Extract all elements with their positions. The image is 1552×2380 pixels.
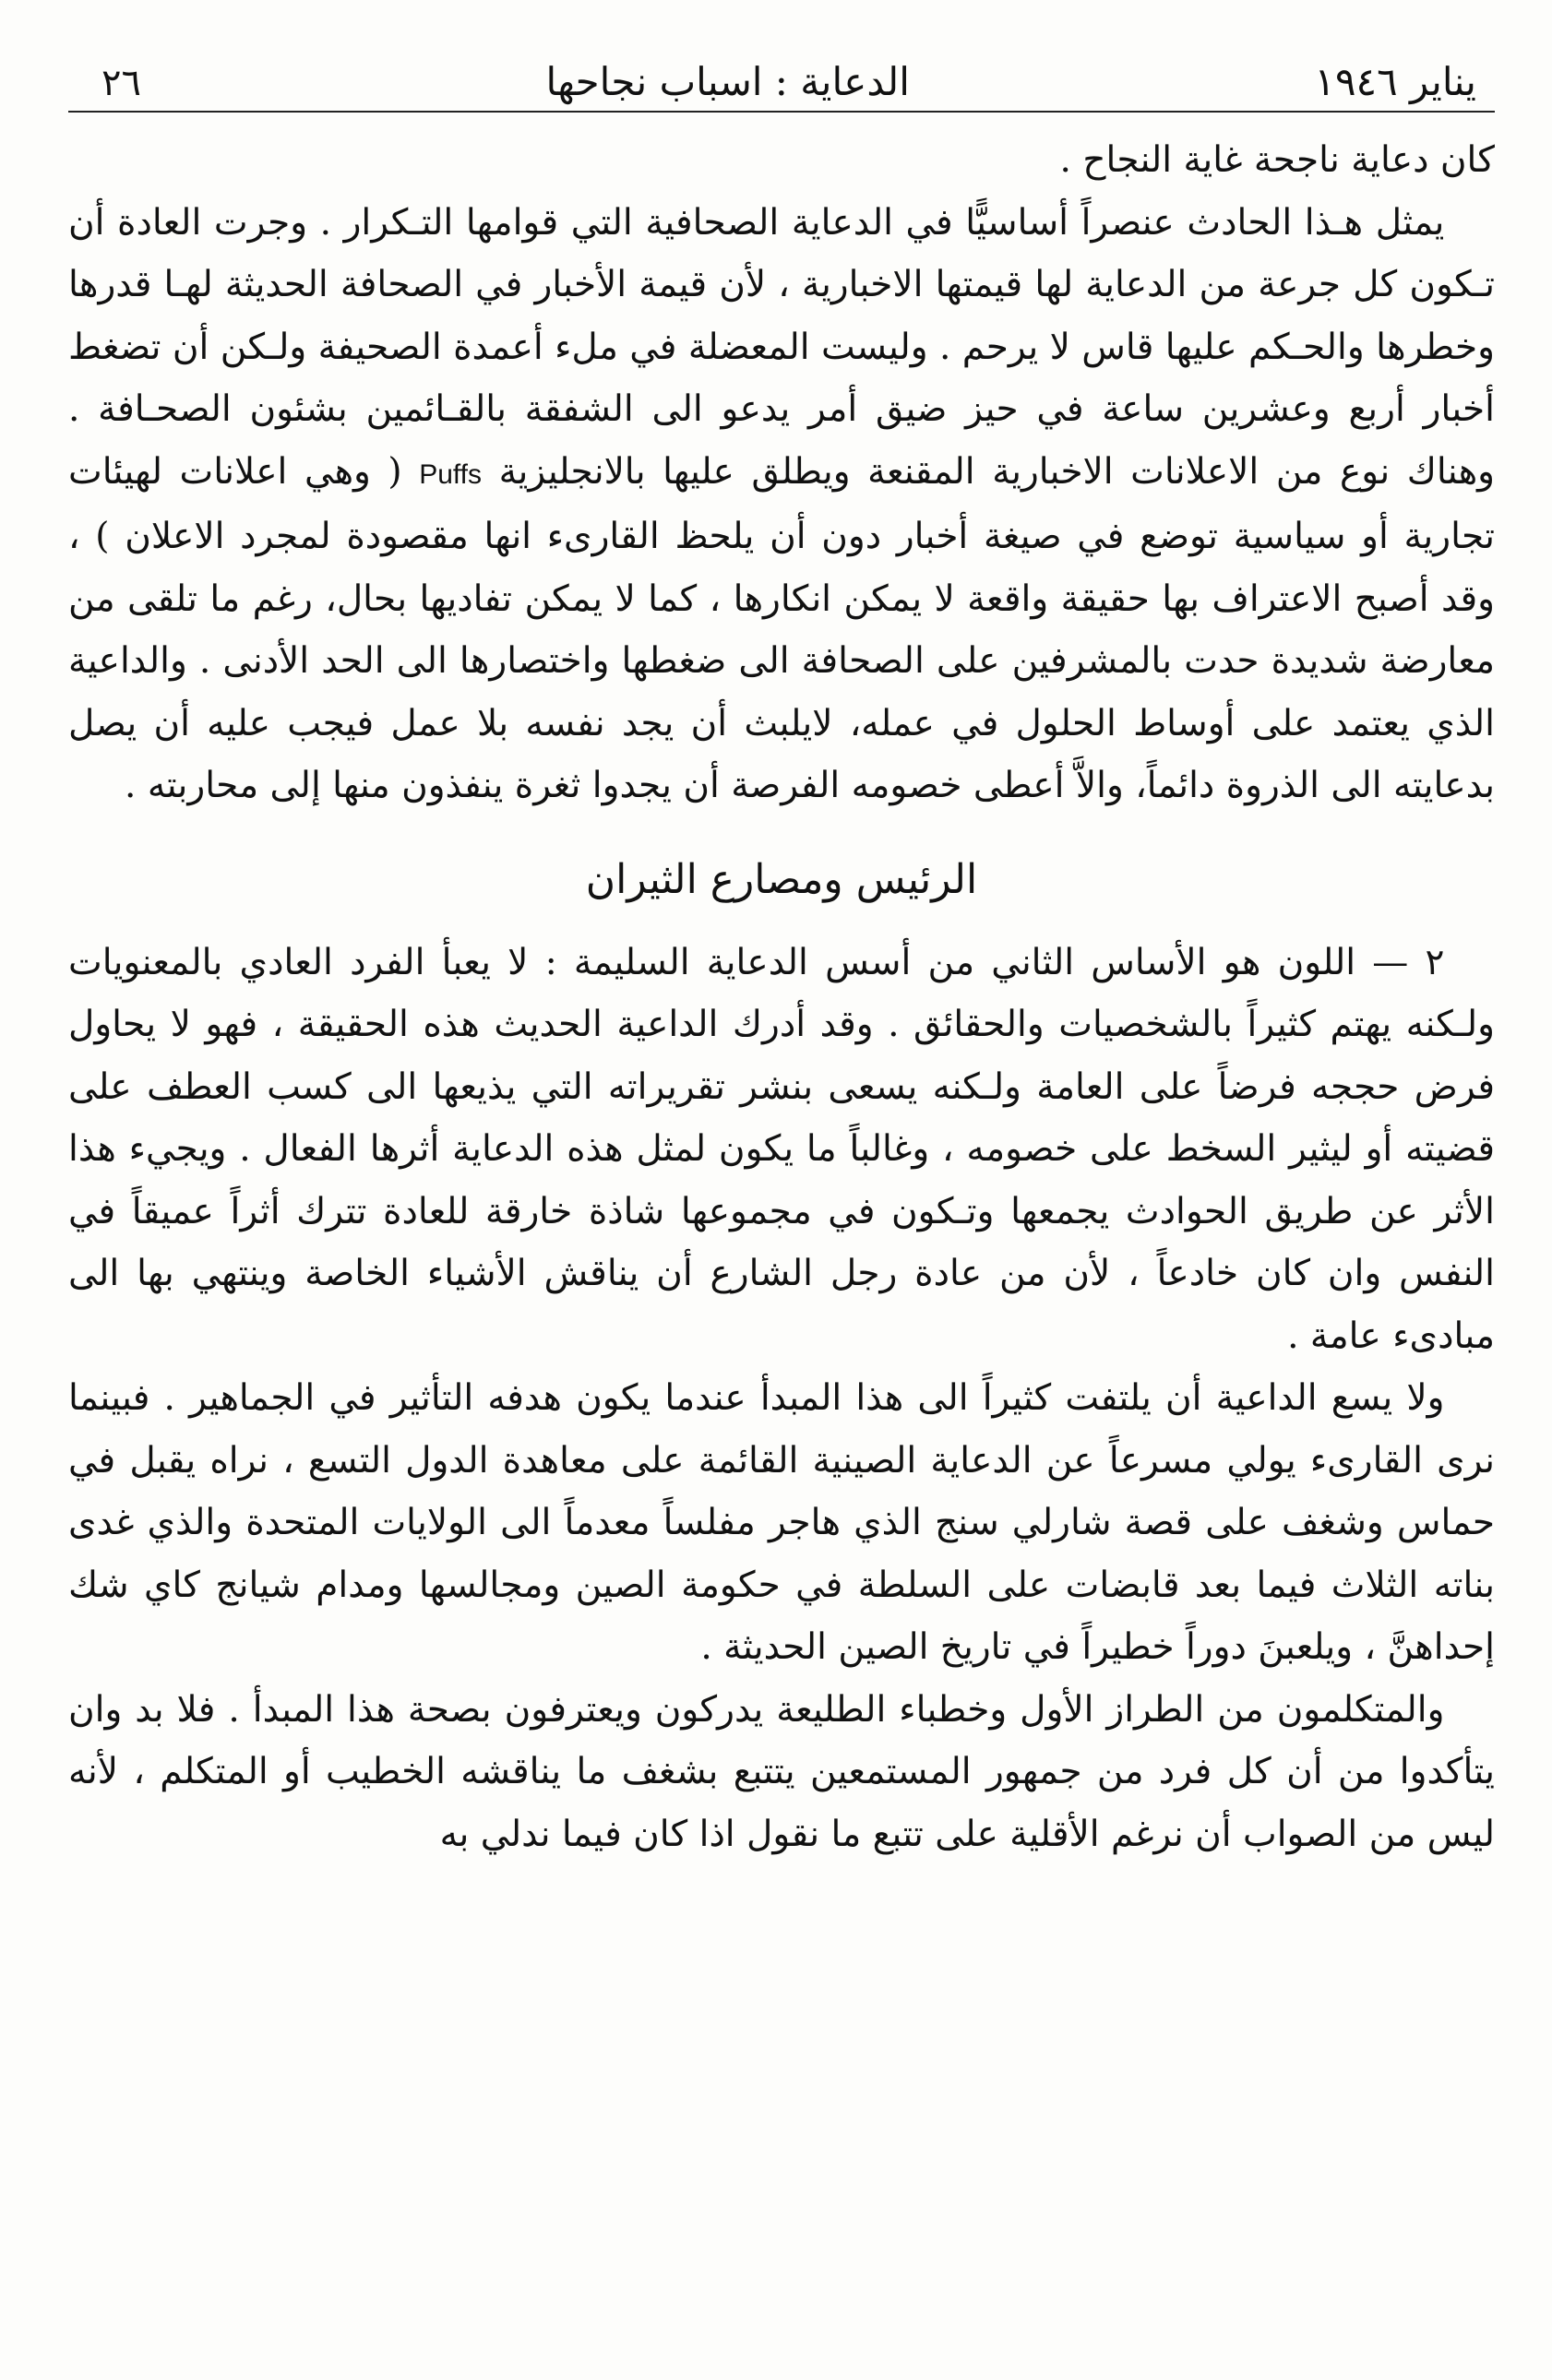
header-date: يناير ١٩٤٦ bbox=[1314, 59, 1476, 104]
page-number: ٢٦ bbox=[101, 62, 141, 104]
paragraph: ولا يسع الداعية أن يلتفت كثيراً الى هذا المبدأ عندما يكون هدفه التأثير في الجماهير . فبينما نرى القارىء يولي مسرعاً عن الدعاية الصينية القائمة على معاهدة الدول التسع ، نراه يقبل في حماس وشغف على قصة شارلي سنج الذي هاجر مفلساً معدماً الى الولايات المتحدة والذي غدى بناته الثلاث فيما بعد قابضات على السلطة في حكومة الصين ومجالسها ومدام شيانج كاي شك إحداهنَّ ، ويلعبنَ دوراً خطيراً في تاريخ الصين الحديثة . bbox=[68, 1377, 1495, 1668]
page-body bbox=[68, 129, 1495, 1865]
paragraph: والمتكلمون من الطراز الأول وخطباء الطليعة يدركون ويعترفون بصحة هذا المبدأ . فلا بد وان يتأكدوا من أن كل فرد من جمهور المستمعين يتتبع بشغف ما يناقشه الخطيب أو المتكلم ، لأنه ليس من الصواب أن نرغم الأقلية على تتبع ما نقول اذا كان فيما ندلي به bbox=[68, 1688, 1495, 1855]
paragraph-text: يمثل هـذا الحادث عنصراً أساسيًّا في الدعاية الصحافية التي قوامها التـكرار . وجرت العادة أن تـكون كل جرعة من الدعاية لها قيمتها الاخبارية ، لأن قيمة الأخبار في الصحافة الحديثة لهـا قدرها وخطرها والحـكم عليها قاس لا يرحم . وليست المعضلة في ملء أعمدة الصحيفة ولـكن أن تضغط أخبار أربع وعشرين ساعة في حيز ضيق أمر يدعو الى الشفقة بالقـائمين بشئون الصحـافة . وهناك نوع من الاعلانات الاخبارية المقنعة ويطلق عليها بالانجليزية bbox=[68, 201, 1495, 493]
paragraph: كان دعاية ناجحة غاية النجاح . bbox=[1059, 139, 1495, 181]
running-head bbox=[68, 37, 1495, 111]
header-title: الدعاية : اسباب نجاحها bbox=[545, 59, 910, 104]
section-heading: الرئيس ومصارع الثيران bbox=[585, 855, 978, 903]
latin-term: Puffs bbox=[419, 458, 483, 490]
paragraph-text: ( وهي اعلانات لهيئات تجارية أو سياسية توضع في صيغة أخبار دون أن يلحظ القارىء انها مقصودة لمجرد الاعلان ) ، وقد أصبح الاعتراف بها حقيقة واقعة لا يمكن انكارها ، كما لا يمكن تفاديها بحال، رغم ما تلقى من معارضة شديدة حدت بالمشرفين على الصحافة الى ضغطها واختصارها الى الحد الأدنى . والداعية الذي يعتمد على أوساط الحلول في عمله، لايلبث أن يجد نفسه بلا عمل فيجب عليه أن يصل بدعايته الى الذروة دائماً، والاَّ أعطى خصومه الفرصة أن يجدوا ثغرة ينفذون منها إلى محاربته . bbox=[68, 450, 1495, 806]
header-rule bbox=[68, 111, 1495, 113]
paragraph bbox=[68, 192, 1495, 817]
paragraph: ٢ — اللون هو الأساس الثاني من أسس الدعاية السليمة : لا يعبأ الفرد العادي بالمعنويات ولـكنه يهتم كثيراً بالشخصيات والحقائق . وقد أدرك الداعية الحديث هذه الحقيقة ، فهو لا يحاول فرض حججه فرضاً على العامة ولـكنه يسعى بنشر تقريراته التي يذيعها الى كسب العطف على قضيته أو ليثير السخط على خصومه ، وغالباً ما يكون لمثل هذه الدعاية أثرها الفعال . ويجيء هذا الأثر عن طريق الحوادث يجمعها وتـكون في مجموعها شاذة خارقة للعادة تترك أثراً عميقاً في النفس وان كان خادعاً ، لأن من عادة رجل الشارع أن يناقش الأشياء الخاصة وينتهي بها الى مبادىء عامة . bbox=[68, 941, 1495, 1357]
